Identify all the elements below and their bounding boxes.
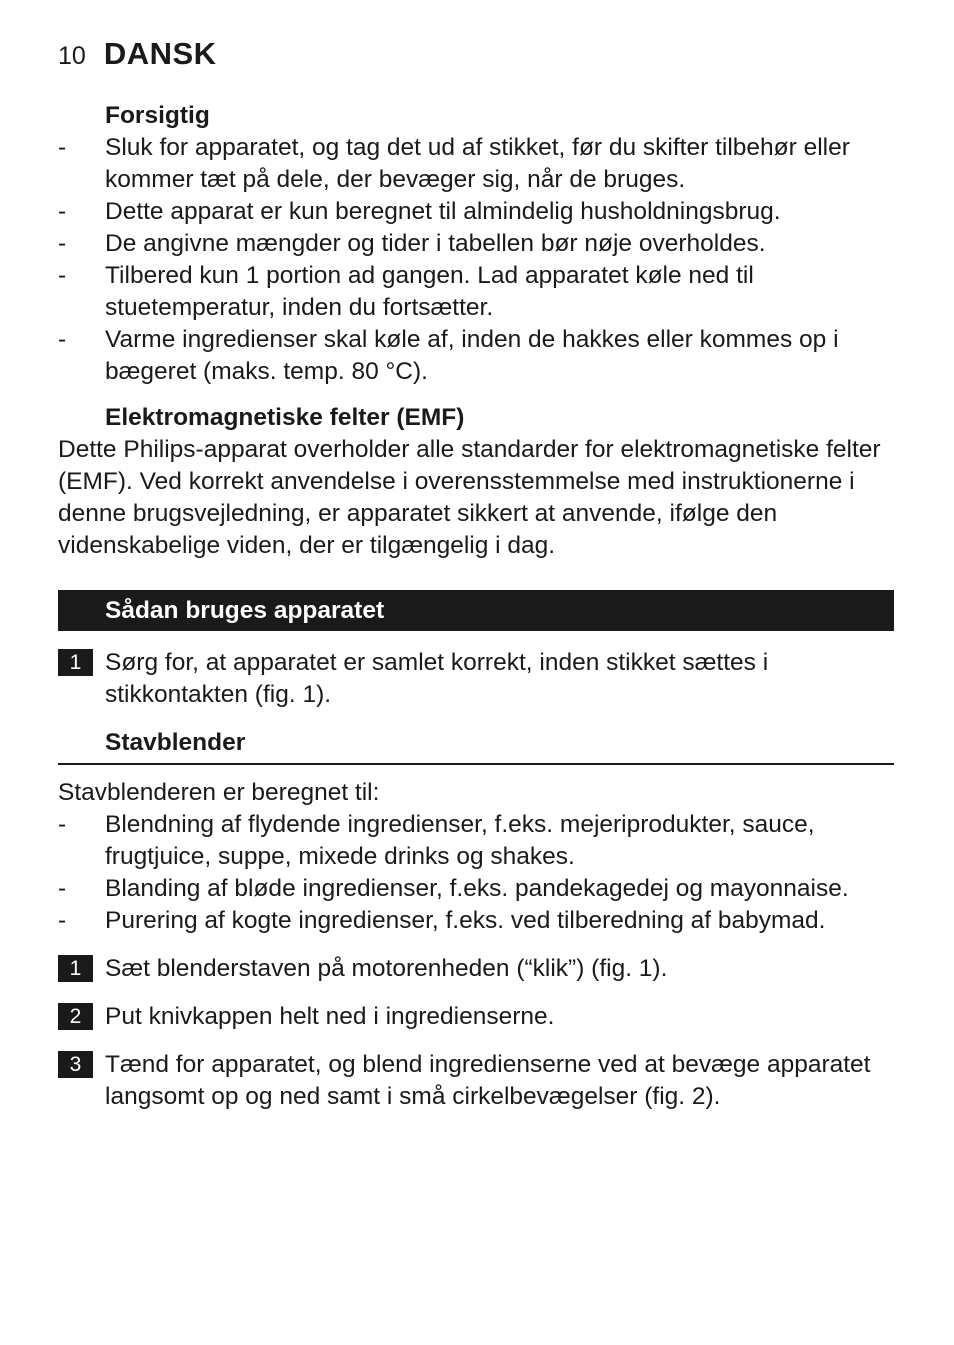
emf-text: Dette Philips-apparat overholder alle standarder for elektromagnetiske felter (EMF). Ved korrekt anvendelse i overensstemmelse med instruktionerne i denne brugsvejledning, er apparatet sikkert at anvende, ifølge den videnskabelige viden, der er tilgængelig i dag. — [58, 436, 881, 559]
list-item: - De angivne mængder og tider i tabellen bør nøje overholdes. — [58, 230, 766, 257]
list-item: - Varme ingredienser skal køle af, inden de hakkes eller kommes op i bægeret (maks. temp. 80 °C). — [58, 326, 839, 385]
step-item — [58, 953, 894, 985]
step-number: 2 — [58, 1003, 93, 1030]
list-item: - Blanding af bløde ingredienser, f.eks. pandekagedej og mayonnaise. — [58, 875, 849, 902]
stavblender-title: Stavblender — [58, 727, 894, 765]
list-item: - Dette apparat er kun beregnet til almindelig husholdningsbrug. — [58, 198, 781, 225]
stavblender-list — [58, 809, 894, 937]
step-item — [58, 1049, 894, 1113]
step-number: 1 — [58, 649, 93, 676]
section-bar-usage: Sådan bruges apparatet — [58, 590, 894, 631]
step-item — [58, 647, 894, 711]
step-text: Sørg for, at apparatet er samlet korrekt, inden stikket sættes i stikkontakten (fig. 1). — [105, 649, 769, 708]
step-text: Sæt blenderstaven på motorenheden (“klik”) (fig. 1). — [105, 955, 668, 982]
step-number: 3 — [58, 1051, 93, 1078]
step-number: 1 — [58, 955, 93, 982]
page-number: 10 — [58, 42, 86, 70]
emf-title: Elektromagnetiske felter (EMF) — [105, 404, 465, 431]
step-item — [58, 1001, 894, 1033]
caution-list — [58, 132, 894, 388]
stavblender-intro: Stavblenderen er beregnet til: — [58, 779, 380, 806]
language-heading: DANSK — [103, 36, 217, 71]
caution-title: Forsigtig — [105, 102, 210, 129]
list-item: - Purering af kogte ingredienser, f.eks. ved tilberedning af babymad. — [58, 907, 826, 934]
list-item: - Sluk for apparatet, og tag det ud af stikket, før du skifter tilbehør eller kommer tæt på dele, der bevæger sig, når de bruges. — [58, 134, 850, 193]
list-item: - Tilbered kun 1 portion ad gangen. Lad apparatet køle ned til stuetemperatur, inden du fortsætter. — [58, 262, 754, 321]
page-header — [58, 36, 217, 72]
page-content — [58, 100, 894, 1113]
step-text: Put knivkappen helt ned i ingredienserne. — [105, 1003, 555, 1030]
list-item: - Blendning af flydende ingredienser, f.eks. mejeriprodukter, sauce, frugtjuice, suppe, mixede drinks og shakes. — [58, 811, 815, 870]
step-text: Tænd for apparatet, og blend ingredienserne ved at bevæge apparatet langsomt op og ned samt i små cirkelbevægelser (fig. 2). — [105, 1051, 871, 1110]
